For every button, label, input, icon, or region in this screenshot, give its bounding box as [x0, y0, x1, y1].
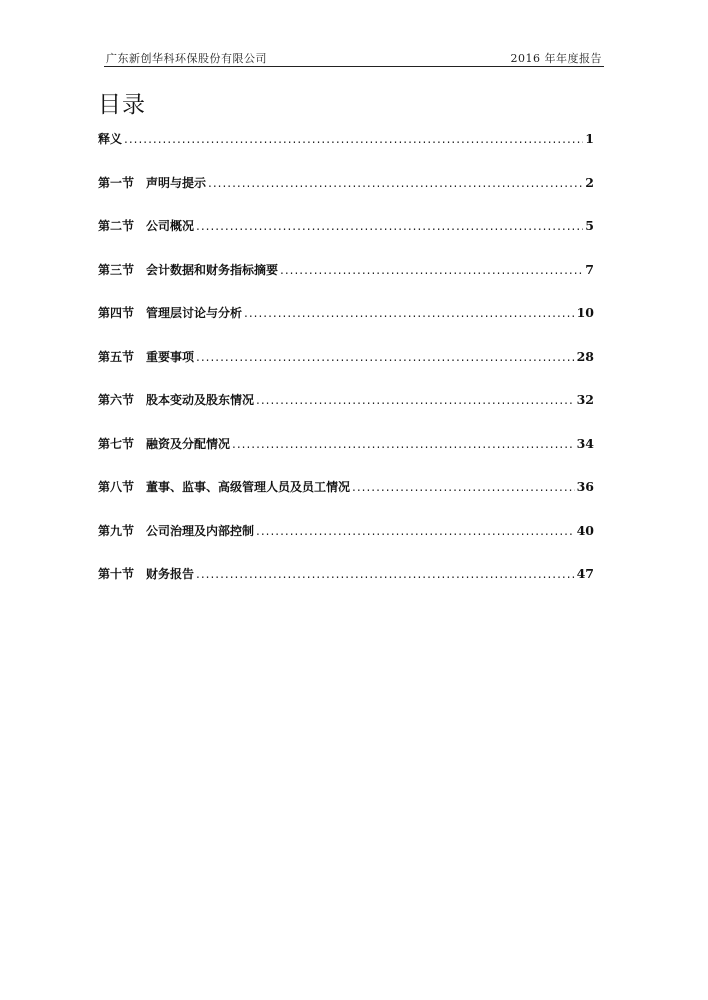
toc-entry-title: 会计数据和财务指标摘要	[146, 262, 279, 277]
toc-leader-dots	[280, 263, 583, 277]
toc-leader-dots	[352, 480, 575, 494]
toc-entry-section: 第二节	[98, 219, 135, 233]
toc-entry-page: 28	[576, 348, 594, 364]
toc-entry-section-4[interactable]	[98, 304, 594, 348]
toc-entry-section-9[interactable]	[98, 522, 594, 566]
toc-entry-section-3[interactable]	[98, 261, 594, 305]
toc-entry-section-1[interactable]	[98, 174, 594, 218]
toc-entry-title: 重要事项	[146, 349, 195, 364]
toc-title: 目录	[98, 92, 146, 118]
toc-entry-page: 1	[585, 131, 594, 146]
toc-leader-dots	[124, 132, 583, 146]
toc-entry-title: 释义	[98, 132, 123, 146]
toc-entry-glossary[interactable]	[98, 130, 594, 174]
toc-entry-page: 40	[576, 522, 594, 538]
toc-entry-section: 第三节	[98, 262, 135, 277]
toc-entry-section-7[interactable]	[98, 435, 594, 479]
toc-entry-section-8[interactable]	[98, 478, 594, 522]
toc-entry-section-6[interactable]	[98, 391, 594, 435]
toc-entry-page: 5	[585, 218, 594, 233]
toc-entry-title: 声明与提示	[146, 175, 207, 190]
toc-entry-title: 融资及分配情况	[146, 436, 231, 451]
toc-entry-page: 32	[576, 392, 594, 407]
page-header	[104, 48, 604, 67]
toc-entry-page: 47	[576, 566, 594, 581]
header-company-name: 广东新创华科环保股份有限公司	[106, 52, 267, 65]
toc-leader-dots	[208, 176, 583, 190]
toc-entry-page: 34	[576, 435, 594, 451]
toc-entry-section: 第七节	[98, 436, 135, 451]
toc-entry-title: 股本变动及股东情况	[146, 393, 255, 407]
toc-entry-page: 36	[576, 479, 594, 494]
header-report-title: 2016 年年度报告	[510, 52, 602, 65]
toc-leader-dots	[196, 350, 575, 364]
toc-entry-section-10[interactable]	[98, 565, 594, 609]
toc-entry-section-2[interactable]	[98, 217, 594, 261]
toc-entry-title: 管理层讨论与分析	[146, 306, 243, 320]
table-of-contents	[98, 130, 594, 609]
toc-entry-section: 第十节	[98, 567, 135, 581]
toc-entry-section: 第一节	[98, 175, 135, 190]
toc-entry-title: 公司治理及内部控制	[146, 523, 255, 538]
toc-entry-section: 第八节	[98, 480, 135, 494]
toc-entry-title: 财务报告	[146, 567, 195, 581]
toc-entry-section: 第六节	[98, 393, 135, 407]
toc-entry-title: 公司概况	[146, 219, 195, 233]
toc-leader-dots	[244, 306, 575, 320]
toc-leader-dots	[256, 393, 575, 407]
toc-entry-section: 第五节	[98, 349, 135, 364]
toc-entry-section: 第九节	[98, 523, 135, 538]
toc-entry-page: 10	[576, 305, 594, 320]
toc-entry-section: 第四节	[98, 306, 135, 320]
toc-entry-page: 2	[585, 174, 594, 190]
toc-entry-section-5[interactable]	[98, 348, 594, 392]
toc-entry-title: 董事、监事、高级管理人员及员工情况	[146, 480, 351, 494]
toc-leader-dots	[196, 219, 583, 233]
toc-leader-dots	[196, 567, 575, 581]
toc-leader-dots	[256, 524, 575, 538]
toc-entry-page: 7	[585, 261, 594, 277]
toc-leader-dots	[232, 437, 575, 451]
